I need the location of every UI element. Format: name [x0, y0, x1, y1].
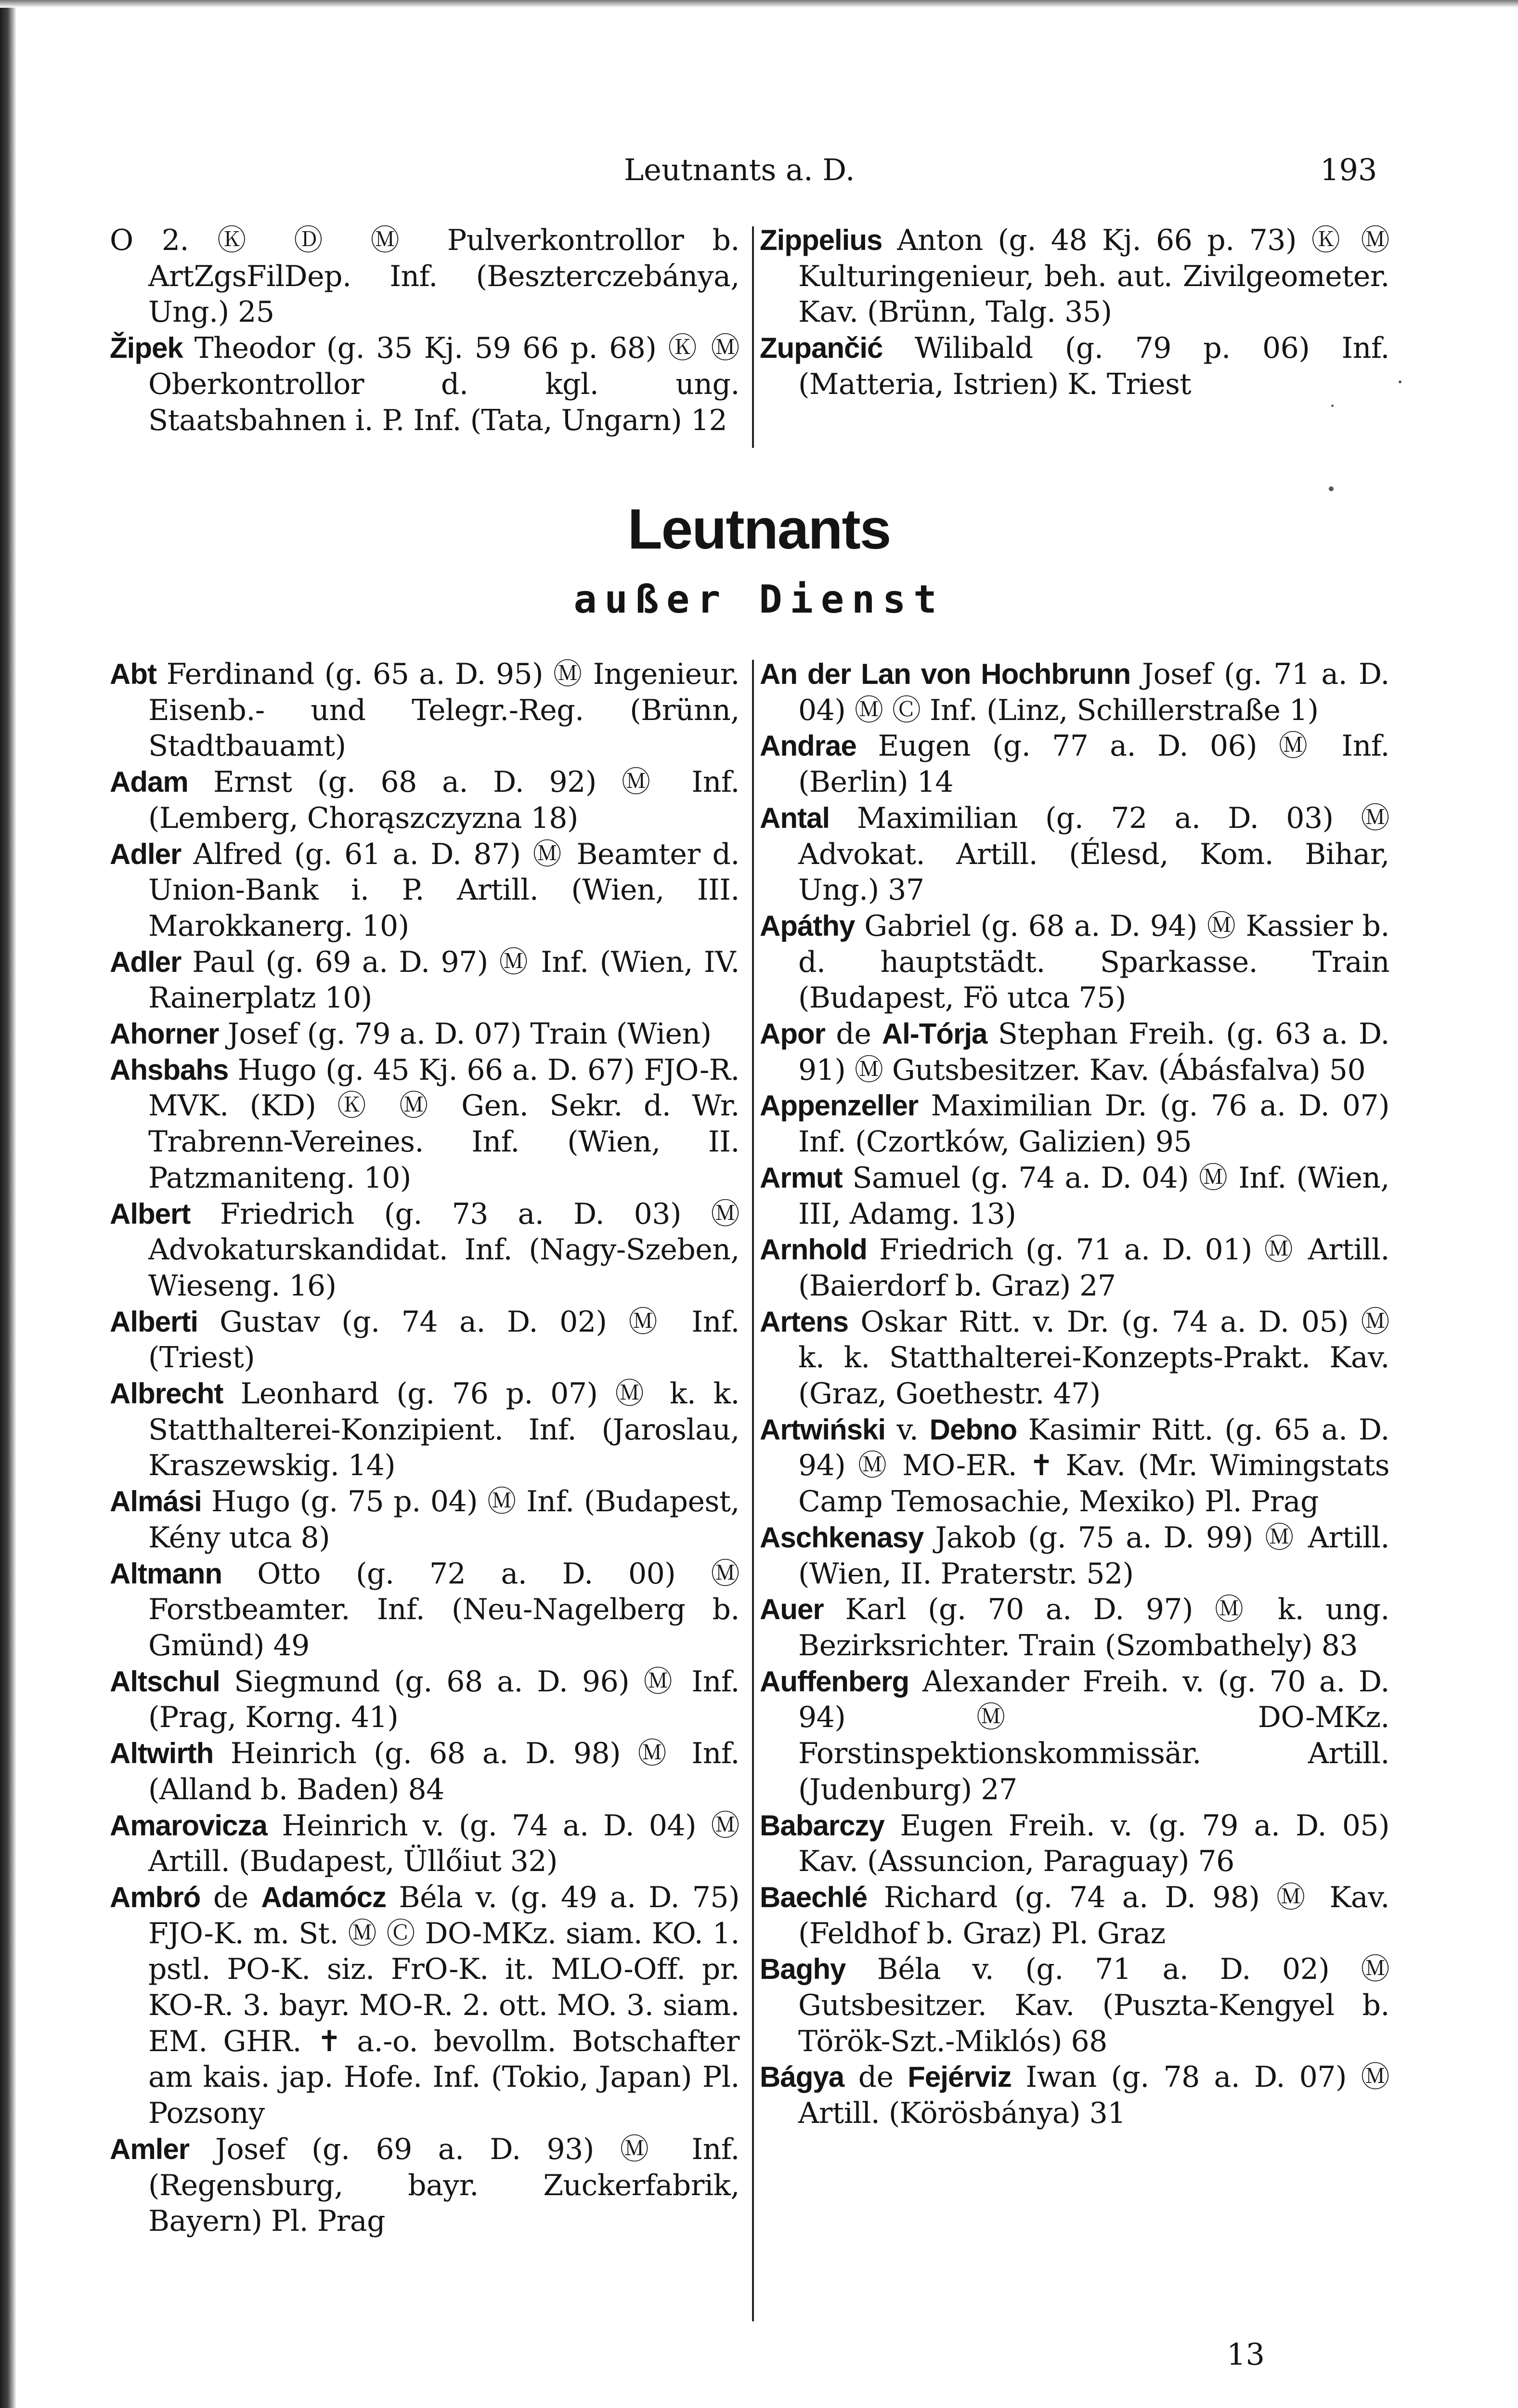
- entry-particle: v.: [885, 1413, 930, 1447]
- directory-entry: [110, 222, 740, 330]
- entry-details: Eugen Freih. v. (g. 79 a. D. 05) Kav. (Assuncion, Paraguay) 76: [798, 1808, 1389, 1879]
- scan-speck: [1399, 380, 1401, 383]
- entry-surname: Andrae: [760, 730, 856, 762]
- entry-surname: Artens: [760, 1305, 849, 1338]
- directory-entry: [760, 1808, 1389, 1880]
- entry-details: Kasimir Ritt. (g. 65 a. D. 94) Ⓜ MO-ER. ✝ Kav. (Mr. Wimingstats Camp Temosachie, Mexiko) Pl. Prag: [798, 1413, 1389, 1519]
- directory-entry: [760, 1016, 1389, 1088]
- entry-surname: Zippelius: [760, 224, 882, 256]
- directory-entry: [110, 1196, 740, 1304]
- directory-entry: [760, 908, 1389, 1016]
- entry-surname: Albrecht: [110, 1377, 223, 1410]
- entry-surname: Artwiński: [760, 1413, 886, 1446]
- section-subtitle: außer Dienst: [573, 577, 945, 622]
- entry-details: Béla v. (g. 71 a. D. 02) Ⓜ Gutsbesitzer. Kav. (Puszta-Kengyel b. Török-Szt.-Miklós) 68: [798, 1952, 1389, 2058]
- left-column: [110, 656, 740, 2239]
- directory-entry: [760, 1951, 1389, 2059]
- scan-speck: [1331, 405, 1334, 407]
- entry-details: Leonhard (g. 76 p. 07) Ⓜ k. k. Statthalterei-Konzipient. Inf. (Jaroslau, Kraszewskig. 14): [148, 1377, 740, 1483]
- scan-speck: [1329, 486, 1334, 491]
- directory-entry: [110, 2132, 740, 2239]
- directory-entry: [110, 1052, 740, 1196]
- entry-surname: Armut: [760, 1161, 843, 1194]
- page-number: 193: [1320, 152, 1377, 187]
- entry-details: Béla v. (g. 49 a. D. 75) FJO-K. m. St. Ⓜ Ⓒ DO-MKz. siam. KO. 1. pstl. PO-K. siz. FrO-K. it. MLO-Off. pr. KO-R. 3. bayr. MO-R. 2. ott. MO. 3. siam. EM. GHR. ✝ a.-o. bevollm. Botschafter am kais. jap. Hofe. Inf. (Tokio, Japan) Pl. Pozsony: [148, 1880, 740, 2131]
- column-rule-top: [752, 226, 754, 448]
- entry-details: Friedrich (g. 71 a. D. 01) Ⓜ Artill. (Baierdorf b. Graz) 27: [798, 1233, 1389, 1303]
- top-left-column: [110, 222, 740, 438]
- directory-entry: [110, 944, 740, 1016]
- entry-surname: Apáthy: [760, 909, 855, 942]
- entry-details: Friedrich (g. 73 a. D. 03) Ⓜ Advokaturskandidat. Inf. (Nagy-Szeben, Wieseng. 16): [148, 1197, 740, 1303]
- entry-surname: Babarczy: [760, 1809, 884, 1842]
- entry-surname: Aschkenasy: [760, 1521, 924, 1554]
- directory-entry: [760, 330, 1389, 402]
- entry-surname: Ahsbahs: [110, 1053, 229, 1086]
- entry-surname: Altschul: [110, 1665, 220, 1698]
- entry-details: O 2. Ⓚ Ⓓ Ⓜ Pulverkontrollor b. ArtZgsFilDep. Inf. (Beszterczebánya, Ung.) 25: [110, 223, 740, 329]
- entry-surname: Arnhold: [760, 1233, 867, 1266]
- entry-surname: Ahorner: [110, 1018, 219, 1050]
- entry-details: Otto (g. 72 a. D. 00) Ⓜ Forstbeamter. Inf. (Neu-Nagelberg b. Gmünd) 49: [148, 1557, 740, 1662]
- directory-entry: [110, 837, 740, 944]
- entry-details: Hugo (g. 75 p. 04) Ⓜ Inf. (Budapest, Kény utca 8): [148, 1485, 740, 1555]
- entry-details: Gustav (g. 74 a. D. 02) Ⓜ Inf. (Triest): [148, 1305, 740, 1375]
- entry-details: Eugen (g. 77 a. D. 06) Ⓜ Inf. (Berlin) 14: [798, 729, 1389, 799]
- entry-surname: Auer: [760, 1593, 824, 1626]
- entry-details: Heinrich v. (g. 74 a. D. 04) Ⓜ Artill. (Budapest, Üllőiut 32): [148, 1808, 740, 1879]
- entry-details: Josef (g. 79 a. D. 07) Train (Wien): [219, 1017, 712, 1051]
- entry-surname: Al-Tórja: [882, 1018, 987, 1050]
- entry-details: Jakob (g. 75 a. D. 99) Ⓜ Artill. (Wien, II. Praterstr. 52): [798, 1520, 1389, 1591]
- entry-surname: Albert: [110, 1197, 191, 1230]
- directory-entry: [110, 656, 740, 764]
- directory-entry: [760, 1304, 1389, 1412]
- entry-surname: Adam: [110, 766, 188, 798]
- entry-surname: Debno: [929, 1413, 1017, 1446]
- entry-details: Maximilian Dr. (g. 76 a. D. 07) Inf. (Czortków, Galizien) 95: [798, 1089, 1389, 1159]
- directory-entry: [110, 1016, 740, 1052]
- directory-entry: [760, 1412, 1389, 1520]
- entry-details: Stephan Freih. (g. 63 a. D. 91) Ⓜ Gutsbesitzer. Kav. (Ábásfalva) 50: [798, 1017, 1389, 1087]
- entry-surname: Apor: [760, 1018, 825, 1050]
- entry-details: Josef (g. 71 a. D. 04) Ⓜ Ⓒ Inf. (Linz, Schillerstraße 1): [798, 657, 1389, 727]
- entry-details: Samuel (g. 74 a. D. 04) Ⓜ Inf. (Wien, III, Adamg. 13): [798, 1161, 1389, 1231]
- entry-details: Richard (g. 74 a. D. 98) Ⓜ Kav. (Feldhof b. Graz) Pl. Graz: [798, 1880, 1389, 1950]
- entry-surname: Žipek: [110, 332, 183, 365]
- directory-entry: [110, 1880, 740, 2132]
- entry-surname: Ambró: [110, 1881, 201, 1913]
- entry-details: Alfred (g. 61 a. D. 87) Ⓜ Beamter d. Union-Bank i. P. Artill. (Wien, III. Marokkanerg. 10): [148, 837, 740, 943]
- right-column: [760, 656, 1389, 2132]
- scan-edge-shadow: [0, 0, 16, 2408]
- section-title: Leutnants: [627, 497, 891, 561]
- directory-entry: [110, 1376, 740, 1484]
- entry-details: Oskar Ritt. v. Dr. (g. 74 a. D. 05) Ⓜ k. k. Statthalterei-Konzepts-Prakt. Kav. (Graz, Goethestr. 47): [798, 1305, 1389, 1411]
- directory-entry: [760, 1664, 1389, 1808]
- entry-surname: Adler: [110, 945, 182, 978]
- entry-surname: Abt: [110, 658, 156, 690]
- entry-particle: de: [844, 2060, 908, 2094]
- entry-details: Siegmund (g. 68 a. D. 96) Ⓜ Inf. (Prag, Korng. 41): [148, 1664, 740, 1735]
- entry-details: Iwan (g. 78 a. D. 07) Ⓜ Artill. (Körösbánya) 31: [798, 2060, 1390, 2131]
- directory-entry: [110, 1556, 740, 1664]
- entry-details: Karl (g. 70 a. D. 97) Ⓜ k. ung. Bezirksrichter. Train (Szombathely) 83: [798, 1593, 1389, 1662]
- entry-surname: Appenzeller: [760, 1089, 919, 1122]
- directory-entry: [760, 728, 1389, 800]
- entry-surname: Bágya: [760, 2061, 844, 2094]
- directory-entry: [760, 1160, 1389, 1232]
- entry-details: Anton (g. 48 Kj. 66 p. 73) Ⓚ Ⓜ Kulturingenieur, beh. aut. Zivilgeometer. Kav. (Brünn, Talg. 35): [798, 223, 1389, 329]
- directory-entry: [110, 764, 740, 836]
- directory-entry: [760, 1880, 1389, 1951]
- entry-details: Heinrich (g. 68 a. D. 98) Ⓜ Inf. (Alland b. Baden) 84: [148, 1737, 740, 1806]
- directory-entry: [760, 222, 1389, 330]
- entry-surname: Baghy: [760, 1953, 846, 1986]
- entry-surname: Amler: [110, 2133, 190, 2165]
- entry-particle: de: [200, 1880, 261, 1914]
- entry-details: Alexander Freih. v. (g. 70 a. D. 94) Ⓜ DO-MKz. Forstinspektionskommissär. Artill. (Judenburg) 27: [798, 1664, 1389, 1806]
- entry-surname: Fejérviz: [908, 2061, 1012, 2094]
- directory-entry: [760, 1232, 1389, 1304]
- directory-entry: [110, 1736, 740, 1807]
- directory-entry: [110, 1808, 740, 1880]
- entry-surname: Amarovicza: [110, 1809, 267, 1842]
- entry-surname: Altwirth: [110, 1737, 214, 1770]
- entry-details: Wilibald (g. 79 p. 06) Inf. (Matteria, Istrien) K. Triest: [798, 331, 1389, 401]
- entry-surname: Antal: [760, 801, 830, 834]
- entry-surname: Altmann: [110, 1557, 222, 1590]
- entry-details: Ferdinand (g. 65 a. D. 95) Ⓜ Ingenieur. Eisenb.- und Telegr.-Reg. (Brünn, Stadtbauamt): [148, 657, 740, 763]
- directory-entry: [110, 1484, 740, 1556]
- running-head-title: Leutnants a. D.: [624, 152, 855, 187]
- directory-entry: [760, 1088, 1389, 1160]
- entry-details: Paul (g. 69 a. D. 97) Ⓜ Inf. (Wien, IV. Rainerplatz 10): [148, 945, 740, 1015]
- entry-surname: Adler: [110, 838, 182, 870]
- directory-entry: [110, 330, 740, 438]
- directory-entry: [760, 2059, 1389, 2131]
- entry-surname: Alberti: [110, 1305, 198, 1338]
- entry-details: Maximilian (g. 72 a. D. 03) Ⓜ Advokat. Artill. (Élesd, Kom. Bihar, Ung.) 37: [798, 801, 1389, 907]
- entry-surname: Zupančić: [760, 332, 883, 365]
- entry-details: Theodor (g. 35 Kj. 59 66 p. 68) Ⓚ Ⓜ Oberkontrollor d. kgl. ung. Staatsbahnen i. P. Inf. (Tata, Ungarn) 12: [148, 331, 740, 437]
- entry-surname: An der Lan von Hochbrunn: [760, 658, 1131, 690]
- signature-mark: 13: [1227, 2337, 1265, 2372]
- column-rule-main: [752, 660, 754, 2321]
- directory-entry: [110, 1664, 740, 1736]
- directory-entry: [760, 656, 1389, 728]
- directory-entry: [760, 1520, 1389, 1592]
- entry-surname: Auffenberg: [760, 1665, 909, 1698]
- entry-details: Gabriel (g. 68 a. D. 94) Ⓜ Kassier b. d. hauptstädt. Sparkasse. Train (Budapest, Fö utca 75): [798, 909, 1389, 1015]
- entry-particle: de: [825, 1017, 882, 1051]
- entry-surname: Baechlé: [760, 1881, 868, 1913]
- entry-details: Hugo (g. 45 Kj. 66 a. D. 67) FJO-R. MVK. (KD) Ⓚ Ⓜ Gen. Sekr. d. Wr. Trabrenn-Vereines. Inf. (Wien, II. Patzmaniteng. 10): [148, 1053, 740, 1195]
- directory-entry: [760, 1592, 1389, 1663]
- entry-surname: Almási: [110, 1485, 202, 1518]
- entry-details: Josef (g. 69 a. D. 93) Ⓜ Inf. (Regensburg, bayr. Zuckerfabrik, Bayern) Pl. Prag: [148, 2132, 740, 2238]
- entry-details: Ernst (g. 68 a. D. 92) Ⓜ Inf. (Lemberg, Chorąszczyzna 18): [148, 765, 740, 835]
- top-right-column: [760, 222, 1389, 403]
- directory-entry: [760, 800, 1389, 908]
- directory-entry: [110, 1304, 740, 1376]
- entry-surname: Adamócz: [261, 1881, 387, 1913]
- scan-top-edge: [0, 0, 1518, 8]
